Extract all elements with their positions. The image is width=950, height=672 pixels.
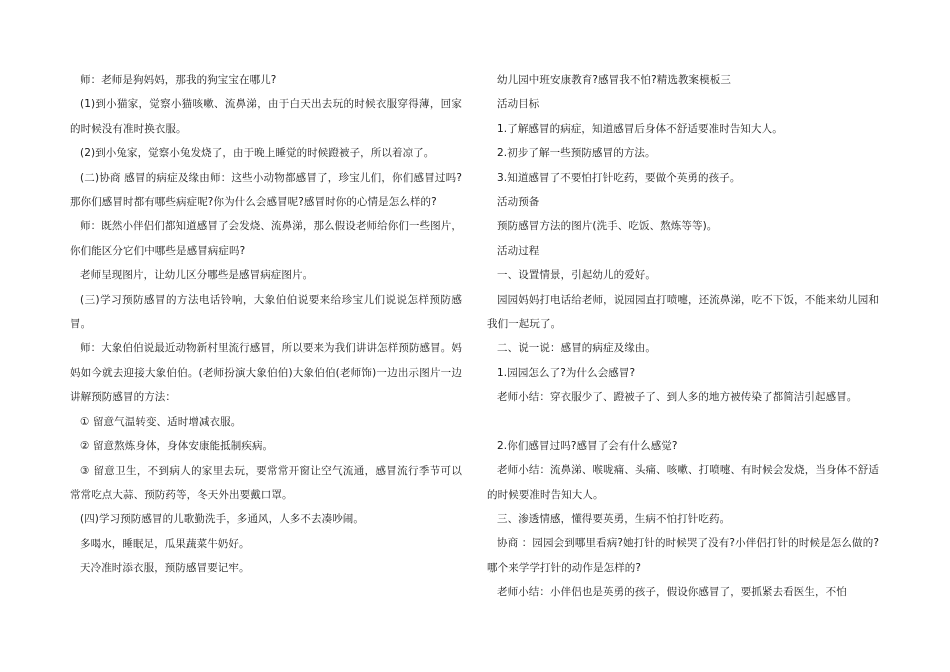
list-item: ③ 留意卫生，不到病人的家里去玩，要常常开窗让空气流通，感冒流行季节可以常常吃点大蒜、预防药等，冬天外出要戴口罩。 [70,464,462,501]
paragraph: 多喝水，睡眠足，瓜果蔬菜牛奶好。 [80,537,250,550]
right-text-column [487,68,879,605]
paragraph: 老师小结：流鼻涕、喉咙痛、头痛、咳嗽、打喷嚏、有时候会发烧，当身体不舒适的时候要准时告知大人。 [487,464,879,501]
paragraph: 老师呈现图片，让幼儿区分哪些是感冒病症图片。 [80,269,314,282]
list-item: 1.了解感冒的病症，知道感冒后身体不舒适要准时告知大人。 [497,122,783,135]
blank-line [487,410,879,434]
list-item: ① 留意气温转变、适时增减衣服。 [80,415,242,428]
paragraph: 三、渗透情感，懂得要英勇，生病不怕打针吃药。 [497,512,731,525]
paragraph: 协商 ：园园会到哪里看病?她打针的时候哭了没有?小伴侣打针的时候是怎么做的?哪个来学学打针的动作是怎样的? [487,537,879,574]
paragraph: (三)学习预防感冒的方法电话铃响，大象伯伯说要来给珍宝儿们说说怎样预防感冒。 [70,293,462,331]
section-title: 幼儿园中班安康教育?感冒我不怕?精选教案模板三 [497,74,731,86]
list-item: 3.知道感冒了不要怕打针吃药，要做个英勇的孩子。 [497,171,741,184]
paragraph: 老师小结：小伴侣也是英勇的孩子，假设你感冒了，要抓紧去看医生，不怕 [497,586,847,599]
paragraph: 预防感冒方法的图片(洗手、吃饭、熬炼等等)。 [497,220,718,233]
section-heading: 活动目标 [497,98,540,111]
paragraph: 师：既然小伴侣们都知道感冒了会发烧、流鼻涕，那么假设老师给你们一些图片，你们能区分它们中哪些是感冒病症吗? [70,220,462,257]
paragraph: (二)协商 感冒的病症及缘由师：这些小动物都感冒了，珍宝儿们，你们感冒过吗?那你们感冒时都有哪些病症呢?你为什么会感冒呢?感冒时你的心情是怎么样的? [70,171,462,209]
list-item: 2.初步了解一些预防感冒的方法。 [497,147,656,160]
left-text-column [70,68,462,581]
paragraph: 天冷准时添衣服，预防感冒要记牢。 [80,562,250,575]
section-heading: 活动过程 [497,244,540,257]
paragraph: 老师小结：穿衣服少了、蹬被子了、到人多的地方被传染了都简洁引起感冒。 [497,391,858,404]
paragraph: 2.你们感冒过吗?感冒了会有什么感觉? [497,439,678,452]
paragraph: 师：老师是狗妈妈，那我的狗宝宝在哪儿? [80,74,277,86]
paragraph: 师：大象伯伯说最近动物新村里流行感冒，所以要来为我们讲讲怎样预防感冒。妈妈如今就去迎接大象伯伯。(老师扮演大象伯伯)大象伯伯(老师饰)一边出示图片一边讲解预防感冒的方法： [70,342,462,404]
section-heading: 活动预备 [497,196,540,209]
paragraph: 园园妈妈打电话给老师，说园园直打喷嚏，还流鼻涕，吃不下饭，不能来幼儿园和我们一起玩了。 [487,293,879,331]
paragraph: 二、说一说：感冒的病症及缘由。 [497,342,656,355]
paragraph: (2)到小兔家，觉察小兔发烧了，由于晚上睡觉的时候蹬被子，所以着凉了。 [80,147,435,160]
list-item: ② 留意熬炼身体，身体安康能抵制疾病。 [80,440,274,453]
paragraph: 1.园园怎么了?为什么会感冒? [497,366,636,379]
paragraph: 一、设置情景，引起幼儿的爱好。 [497,269,656,282]
paragraph: (1)到小猫家，觉察小猫咳嗽、流鼻涕，由于白天出去玩的时候衣服穿得薄，回家的时候没有准时换衣服。 [70,98,462,135]
paragraph: (四)学习预防感冒的儿歌勤洗手，多通风，人多不去凑吵闹。 [80,513,364,526]
